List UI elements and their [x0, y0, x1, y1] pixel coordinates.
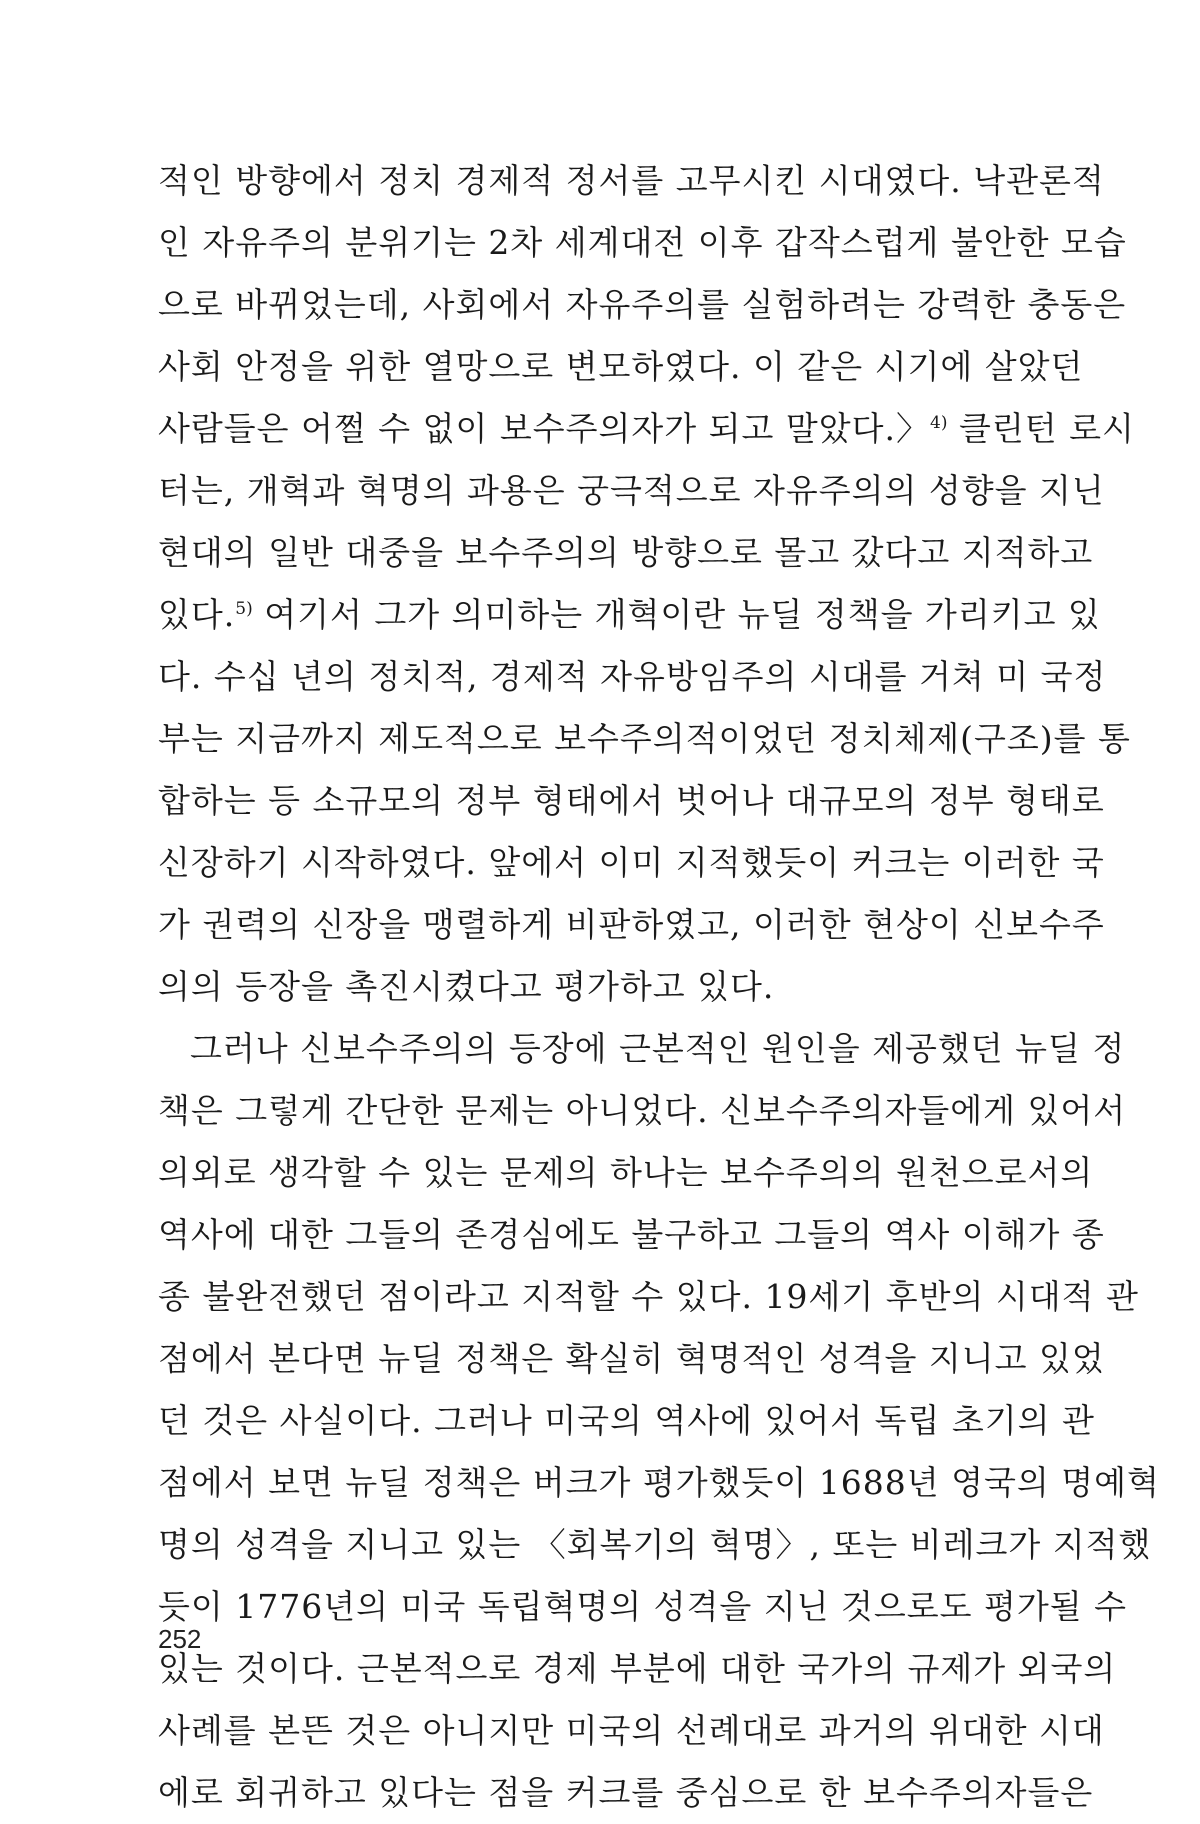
text-line: 신장하기 시작하였다. 앞에서 이미 지적했듯이 커크는 이러한 국: [158, 843, 1105, 882]
text-line: 사례를 본뜬 것은 아니지만 미국의 선례대로 과거의 위대한 시대: [158, 1711, 1105, 1750]
text-line: 에로 회귀하고 있다는 점을 커크를 중심으로 한 보수주의자들은: [158, 1773, 1094, 1812]
text-line: 명의 성격을 지니고 있는 〈회복기의 혁명〉, 또는 비레크가 지적했: [158, 1525, 1152, 1564]
text-line: 현대의 일반 대중을 보수주의의 방향으로 몰고 갔다고 지적하고: [158, 533, 1094, 572]
text-line: 적인 방향에서 정치 경제적 정서를 고무시킨 시대였다. 낙관론적: [158, 161, 1105, 200]
text-line: 의외로 생각할 수 있는 문제의 하나는 보수주의의 원천으로서의: [158, 1153, 1094, 1192]
footnote-marker: 4): [930, 413, 948, 433]
line-segment: 있다.: [158, 595, 236, 634]
body-text: [158, 150, 1160, 1824]
text-line: [158, 584, 1101, 646]
text-line: 합하는 등 소규모의 정부 형태에서 벗어나 대규모의 정부 형태로: [158, 781, 1105, 820]
text-line: 점에서 본다면 뉴딜 정책은 확실히 혁명적인 성격을 지니고 있었: [158, 1339, 1105, 1378]
text-line: 던 것은 사실이다. 그러나 미국의 역사에 있어서 독립 초기의 관: [158, 1401, 1095, 1440]
text-line: 사회 안정을 위한 열망으로 변모하였다. 이 같은 시기에 살았던: [158, 347, 1084, 386]
text-line: 책은 그렇게 간단한 문제는 아니었다. 신보수주의자들에게 있어서: [158, 1091, 1127, 1130]
text-line: [158, 398, 1135, 460]
paragraph-2: [158, 1018, 1160, 1824]
text-line: 가 권력의 신장을 맹렬하게 비판하였고, 이러한 현상이 신보수주: [158, 905, 1105, 944]
text-line: 다. 수십 년의 정치적, 경제적 자유방임주의 시대를 거쳐 미 국정: [158, 657, 1107, 696]
page-number: 252: [158, 1624, 202, 1654]
text-line: 으로 바뀌었는데, 사회에서 자유주의를 실험하려는 강력한 충동은: [158, 285, 1127, 324]
text-line: 점에서 보면 뉴딜 정책은 버크가 평가했듯이 1688년 영국의 명예혁: [158, 1463, 1160, 1502]
text-line: 역사에 대한 그들의 존경심에도 불구하고 그들의 역사 이해가 종: [158, 1215, 1105, 1254]
paragraph-1: [158, 150, 1135, 1018]
text-line: 의의 등장을 촉진시켰다고 평가하고 있다.: [158, 967, 775, 1006]
text-line: 듯이 1776년의 미국 독립혁명의 성격을 지닌 것으로도 평가될 수: [158, 1587, 1127, 1626]
text-line: 터는, 개혁과 혁명의 과용은 궁극적으로 자유주의의 성향을 지닌: [158, 471, 1105, 510]
text-line: 있는 것이다. 근본적으로 경제 부분에 대한 국가의 규제가 외국의: [158, 1649, 1117, 1688]
text-line: 인 자유주의 분위기는 2차 세계대전 이후 갑작스럽게 불안한 모습: [158, 223, 1127, 262]
line-segment: 클린턴 로시: [947, 409, 1135, 448]
line-segment: 여기서 그가 의미하는 개혁이란 뉴딜 정책을 가리키고 있: [252, 595, 1101, 634]
text-line: 그러나 신보수주의의 등장에 근본적인 원인을 제공했던 뉴딜 정: [190, 1029, 1126, 1068]
text-line: 종 불완전했던 점이라고 지적할 수 있다. 19세기 후반의 시대적 관: [158, 1277, 1139, 1316]
footnote-marker: 5): [235, 599, 253, 619]
text-line: 부는 지금까지 제도적으로 보수주의적이었던 정치체제(구조)를 통: [158, 719, 1131, 758]
line-segment: 사람들은 어쩔 수 없이 보수주의자가 되고 말았다.〉: [158, 409, 930, 448]
